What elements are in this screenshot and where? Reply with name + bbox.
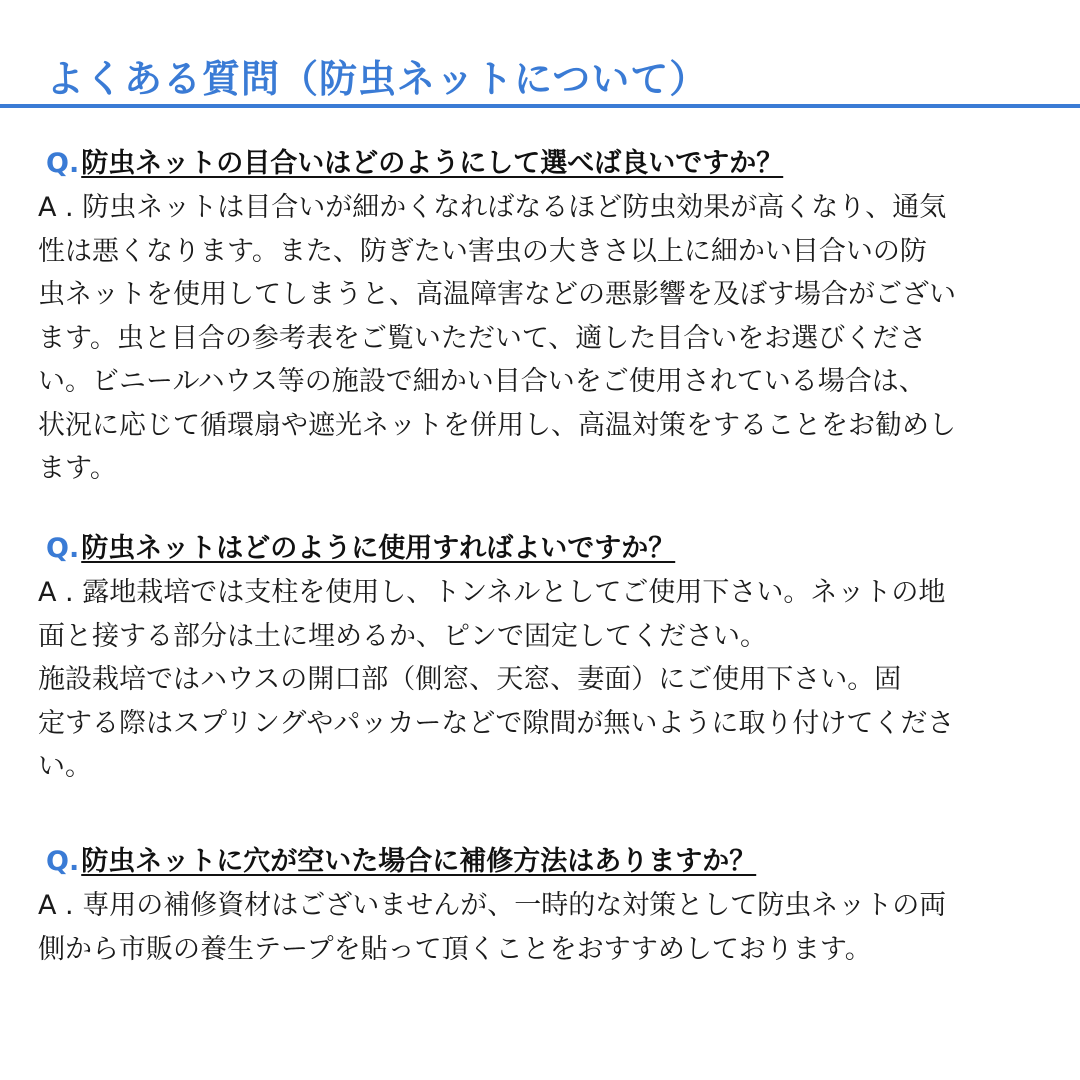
- answer-line: 施設栽培ではハウスの開口部（側窓、天窓、妻面）にご使用下さい。固: [38, 664, 902, 695]
- faq-question: [46, 842, 1048, 882]
- answer-line: A . 露地栽培では支柱を使用し、トンネルとしてご使用下さい。ネットの地: [38, 577, 946, 608]
- answer-line: A . 防虫ネットは目合いが細かくなればなるほど防虫効果が高くなり、通気: [38, 192, 947, 223]
- faq-question: [46, 144, 1048, 184]
- answer-line: 側から市販の養生テープを貼って頂くことをおすすめしております。: [38, 933, 872, 965]
- question-text: 防虫ネットに穴が空いた場合に補修方法はありますか？: [81, 846, 757, 877]
- question-marker: Q.: [46, 148, 80, 179]
- answer-line: 状況に応じて循環扇や遮光ネットを併用し、高温対策をすることをお勧めし: [38, 409, 956, 441]
- faq-answer: [38, 186, 1048, 491]
- answer-line: ます。: [38, 453, 117, 484]
- page-title: よくある質問（防虫ネットについて）: [46, 57, 709, 101]
- question-marker: Q.: [46, 846, 80, 877]
- faq-item: [38, 144, 1048, 491]
- question-text: 防虫ネットはどのように使用すればよいですか？: [81, 533, 676, 564]
- faq-answer: [38, 571, 1048, 789]
- faq-answer: [38, 884, 1048, 971]
- answer-line: A . 専用の補修資材はございませんが、一時的な対策として防虫ネットの両: [38, 890, 947, 921]
- question-marker: Q.: [46, 533, 80, 564]
- answer-line: い。: [38, 751, 92, 782]
- answer-line: い。ビニールハウス等の施設で細かい目合いをご使用されている場合は、: [38, 366, 926, 397]
- title-divider: [0, 104, 1080, 108]
- answer-line: ます。虫と目合の参考表をご覧いただいて、適した目合いをお選びくださ: [38, 322, 927, 354]
- answer-line: 性は悪くなります。また、防ぎたい害虫の大きさ以上に細かい目合いの防: [38, 235, 927, 267]
- faq-item: [38, 842, 1048, 971]
- answer-line: 定する際はスプリングやパッカーなどで隙間が無いように取り付けてくださ: [38, 707, 955, 739]
- answer-line: 虫ネットを使用してしまうと、高温障害などの悪影響を及ぼす場合がござい: [38, 279, 956, 310]
- question-text: 防虫ネットの目合いはどのようにして選べば良いですか？: [81, 148, 784, 179]
- faq-item: [38, 529, 1048, 789]
- answer-line: 面と接する部分は土に埋めるか、ピンで固定してください。: [38, 620, 767, 652]
- faq-question: [46, 529, 1048, 569]
